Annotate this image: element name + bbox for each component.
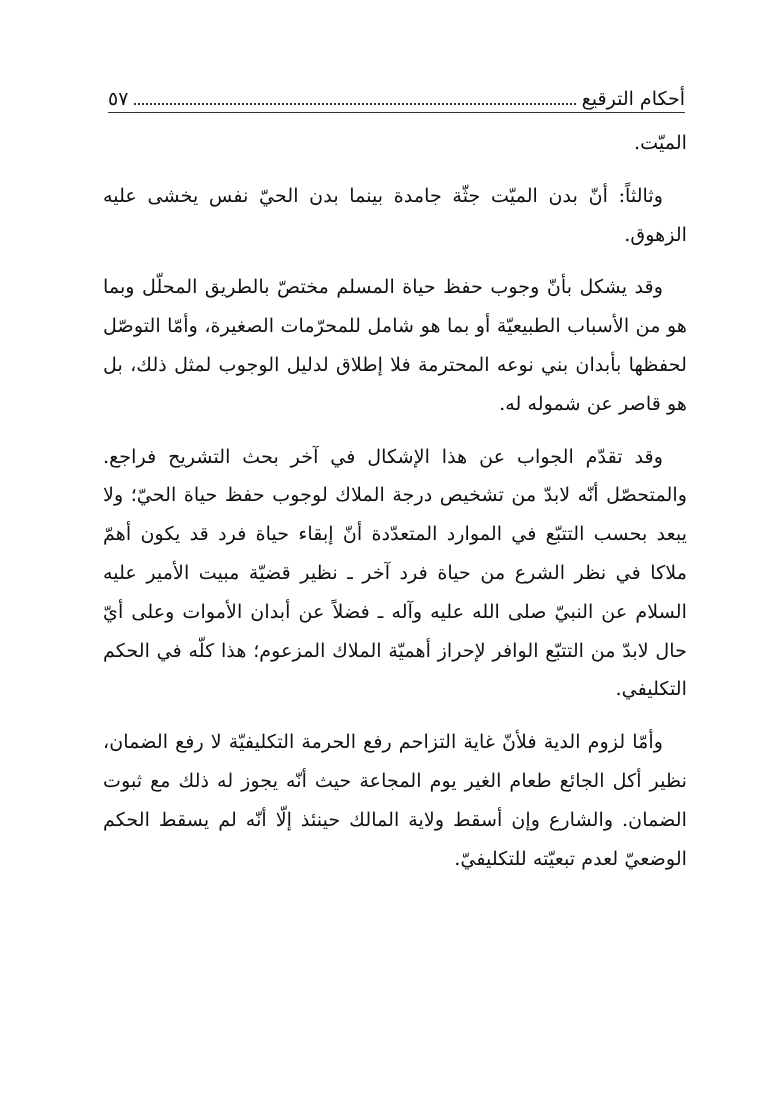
dot-leader [134,103,575,105]
body-text [103,124,687,878]
paragraph-continuation: الميّت. [634,131,687,154]
paragraph-reply: وقد تقدّم الجواب عن هذا الإشكال في آخر بحث التشريح فراجع. والمتحصّل أنّه لابدّ من تشخيص درجة الملاك لوجوب حفظ حياة الحيّ؛ ولا يبعد بحسب التتبّع في الموارد المتعدّدة أنّ إبقاء حياة فرد قد يكون أهمّ ملاكا في نظر الشرع من حياة فرد آخر ـ نظير قضيّة مبيت الأمير عليه السلام عن النبيّ صلى الله عليه وآله ـ فضلاً عن أبدان الأموات وعلى أيّ حال لابدّ من التتبّع الوافر لإحراز أهميّة الملاك المزعوم؛ هذا كلّه في الحكم التكليفي. [103,444,687,701]
page-number: ٥٧ [108,88,129,110]
paragraph-objection: وقد يشكل بأنّ وجوب حفظ حياة المسلم مختصّ بالطريق المحلّل وبما هو من الأسباب الطبيعيّة أو بما هو شامل للمحرّمات الصغيرة، وأمّا التوصّل لحفظها بأبدان بني نوعه المحترمة فلا إطلاق لدليل الوجوب لمثل ذلك، بل هو قاصر عن شموله له. [103,275,687,415]
running-header [108,78,685,113]
paragraph-blood-money: وأمّا لزوم الدية فلأنّ غاية التزاحم رفع الحرمة التكليفيّة لا رفع الضمان، نظير أكل الجائع طعام الغير يوم المجاعة حيث أنّه يجوز له ذلك مع ثبوت الضمان. والشارع وإن أسقط ولاية المالك حينئذ إلّا أنّه لم يسقط الحكم الوضعيّ لعدم تبعيّته للتكليفيّ. [103,730,687,870]
paragraph-third-point: وثالثاً: أنّ بدن الميّت جثّة جامدة بينما بدن الحيّ نفس يخشى عليه الزهوق. [103,183,687,246]
running-title: أحكام الترقيع [581,88,685,110]
